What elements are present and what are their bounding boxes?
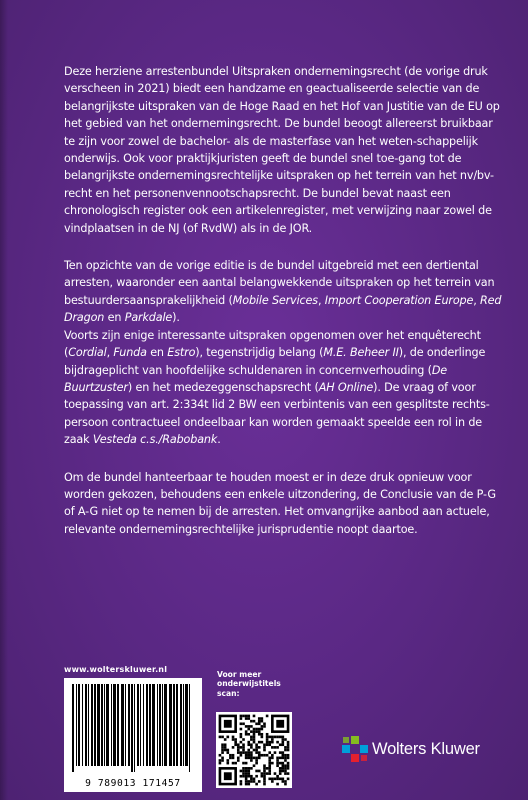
spine-shadow	[0, 0, 8, 800]
blurb-paragraph-2b: Voorts zijn enige interessante uitspraken opgenomen over het enquêterecht (Cordial, Funda en Estro), tegenstrijdig belang (M.E. Beheer II), de onderlinge bijdrageplicht van hoofdelijke schuldenaren in concernverhouding (De Buurtzuster) en het medezeggenschapsrecht (AH Online). De vraag of voor toepassing van art. 2:334t lid 2 BW een verbintenis van een gesplitste rechts-persoon contractueel ondeelbaar kan worden gemaakt speelde een rol in de zaak Vesteda c.s./Rabobank.	[64, 328, 490, 447]
publisher-logo	[342, 736, 480, 762]
qr-code[interactable]	[216, 712, 292, 788]
barcode-icon	[70, 684, 196, 774]
publisher-name: Wolters Kluwer	[372, 739, 480, 758]
blurb-paragraph-1: Deze herziene arrestenbundel Uitspraken ondernemingsrecht (de vorige druk verscheen in 2021) biedt een handzame en geactualiseerde selectie van de belangrijkste uitspraken van de Hoge Raad en het Hof van Justitie van de EU op het gebied van het ondernemingsrecht. De bundel beoogt allereerst bruikbaar te zijn voor zowel de bachelor- als de masterfase van het weten-schappelijk onderwijs. Ook voor praktijkjuristen geeft de bundel snel toe-gang tot de belangrijkste ondernemingsrechtelijke uitspraken op het terrein van het nv/bv-recht en het personenvennootschapsrecht. De bundel bevat naast een chronologisch register ook een artikelenregister, met verwijzing naar zowel de vindplaatsen in de NJ (of RvdW) als in de JOR.	[64, 65, 500, 235]
qr-label: Voor meer onderwijstitels scan:	[217, 670, 281, 698]
barcode	[64, 678, 202, 792]
isbn-number: 9 789013 171457	[85, 778, 181, 789]
blurb-text	[64, 63, 504, 558]
publisher-url[interactable]: www.wolterskluwer.nl	[64, 665, 168, 674]
qr-code-icon	[216, 712, 292, 788]
blurb-paragraph-3: Om de bundel hanteerbaar te houden moest er in deze druk opnieuw voor worden gekozen, behoudens een enkele uitzondering, de Conclusie van de P-G of A-G niet op te nemen bij de arresten. Het omvangrijke aanbod aan actuele, relevante ondernemingsrechtelijke jurisprudentie noopt daartoe.	[64, 470, 496, 536]
blurb-paragraph-2a: Ten opzichte van de vorige editie is de bundel uitgebreid met een dertiental arresten, waaronder een aantal belangwekkende uitspraken op het terrein van bestuurdersaansprakelijkheid (Mobile Services, Import Cooperation Europe, Red Dragon en Parkdale).	[64, 259, 502, 325]
wolters-kluwer-logo-icon	[342, 736, 368, 762]
